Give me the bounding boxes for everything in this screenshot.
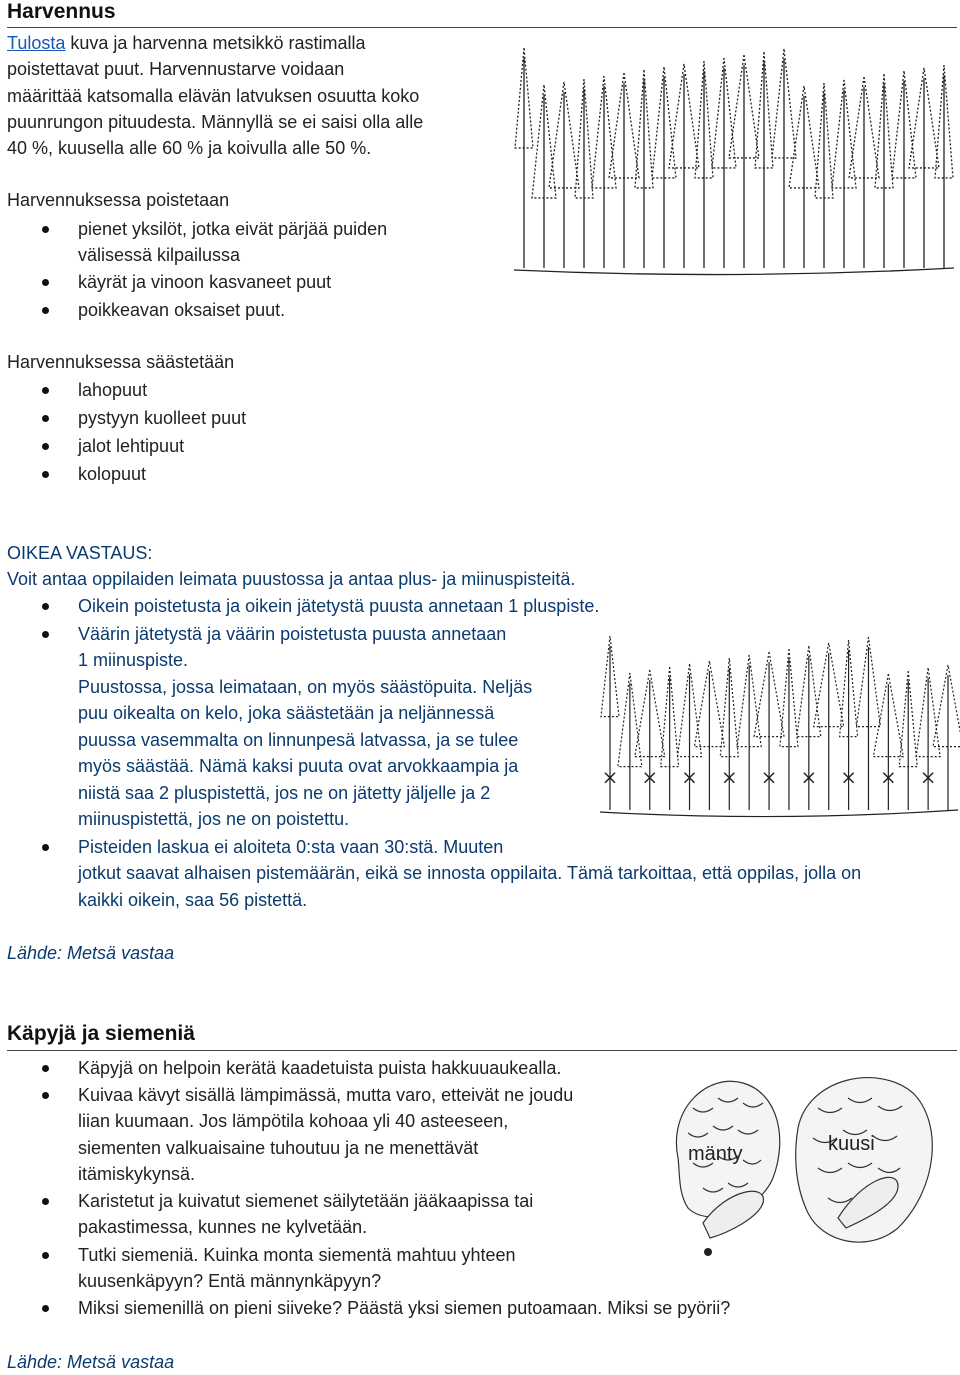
bullet-icon [42,1305,49,1312]
bullet-icon [42,631,49,638]
cone-item-4a: Tutki siemeniä. Kuinka monta siementä mahtuu yhteen [78,1245,516,1265]
cone-item-2c: siementen valkuaisaine tuhoutuu ja ne menettävät [78,1138,479,1158]
answer-item-1: Oikein poistetusta ja oikein jätetystä puusta annetaan 1 pluspiste. [78,596,600,616]
bullet-icon [42,844,49,851]
spruce-label: kuusi [828,1133,875,1155]
answer-heading: OIKEA VASTAUS: [7,543,153,563]
bullet-icon [42,1198,49,1205]
bullet-icon [42,415,49,422]
keep-item: lahopuut [78,380,148,400]
cone-item-3a: Karistetut ja kuivatut siemenet säilytetään jääkaapissa tai [78,1191,534,1211]
source-note: Lähde: Metsä vastaa [7,943,175,963]
pine-label: mänty [688,1143,743,1165]
cone-item-2d: itämiskykynsä. [78,1164,196,1184]
remove-item-2: käyrät ja vinoon kasvaneet puut [78,272,332,292]
remove-item-1a: pienet yksilöt, jotka eivät pärjää puiden [78,219,388,239]
answer-item-2f: myös säästää. Nämä kaksi puuta ovat arvokkaampia ja [78,756,519,776]
keep-item: kolopuut [78,464,147,484]
cone-item-1: Käpyjä on helpoin kerätä kaadetuista puista hakkuuaukealla. [78,1058,562,1078]
bullet-icon [42,1252,49,1259]
source-note: Lähde: Metsä vastaa [7,1352,175,1372]
intro-line-3: määrittää katsomalla elävän latvuksen osuutta koko [7,86,420,106]
answer-item-3a: Pisteiden laskua ei aloiteta 0:sta vaan 30:stä. Muuten [78,837,504,857]
bullet-icon [42,279,49,286]
remove-item-3: poikkeavan oksaiset puut. [78,300,286,320]
cone-item-4b: kuusenkäpyyn? Entä männynkäpyyn? [78,1271,382,1291]
answer-item-2h: miinuspistettä, jos ne on poistettu. [78,809,350,829]
bullet-icon [42,1092,49,1099]
cone-item-2a: Kuivaa kävyt sisällä lämpimässä, mutta varo, etteivät ne joudu [78,1085,574,1105]
bullet-icon [42,307,49,314]
answer-item-2d: puu oikealta on kelo, joka säästetään ja neljännessä [78,703,495,723]
bullet-icon [42,603,49,610]
answer-item-2c: Puustossa, jossa leimataan, on myös säästöpuita. Neljäs [78,677,533,697]
intro-line-2: poistettavat puut. Harvennustarve voidaan [7,59,345,79]
remove-item-1b: välisessä kilpailussa [78,245,241,265]
print-link[interactable]: Tulosta [7,33,66,53]
intro-line-1: Tulosta kuva ja harvenna metsikkö rastimalla [7,33,366,53]
forest-illustration [512,40,956,278]
section-title-kapyja: Käpyjä ja siemeniä [7,1022,195,1045]
title-rule [7,27,957,28]
answer-item-2a: Väärin jätetystä ja väärin poistetusta puusta annetaan [78,624,507,644]
bullet-icon [42,443,49,450]
intro-line-5: 40 %, kuusella alle 60 % ja koivulla alle 50 %. [7,138,372,158]
cone-item-5: Miksi siemenillä on pieni siiveke? Päästä yksi siemen putoamaan. Miksi se pyörii? [78,1298,731,1318]
remove-heading: Harvennuksessa poistetaan [7,190,230,210]
keep-heading: Harvennuksessa säästetään [7,352,235,372]
title-rule [7,1050,957,1051]
answer-item-3b: jotkut saavat alhaisen pistemäärän, eikä se innosta oppilaita. Tämä tarkoittaa, että oppilas, jolla on [78,863,862,883]
keep-item: jalot lehtipuut [78,436,185,456]
cone-item-3b: pakastimessa, kunnes ne kylvetään. [78,1217,368,1237]
cone-item-2b: liian kuumaan. Jos lämpötila kohoaa yli 40 asteeseen, [78,1111,509,1131]
answer-item-2b: 1 miinuspiste. [78,650,189,670]
intro-line-4: puunrungon pituudesta. Männyllä se ei saisi olla alle [7,112,424,132]
bullet-icon [42,1065,49,1072]
bullet-icon [42,226,49,233]
bullet-icon [42,387,49,394]
keep-item: pystyyn kuolleet puut [78,408,247,428]
section-title-harvennus: Harvennus [7,0,116,23]
bullet-icon [42,471,49,478]
cone-illustration [648,1068,948,1278]
answer-intro: Voit antaa oppilaiden leimata puustossa ja antaa plus- ja miinuspisteitä. [7,569,576,589]
answer-item-2e: puussa vasemmalta on linnunpesä latvassa, ja se tulee [78,730,519,750]
forest-marked-illustration [598,628,960,820]
answer-item-3c: kaikki oikein, saa 56 pistettä. [78,890,308,910]
answer-item-2g: niistä saa 2 pluspistettä, jos ne on jätetty jäljelle ja 2 [78,783,491,803]
